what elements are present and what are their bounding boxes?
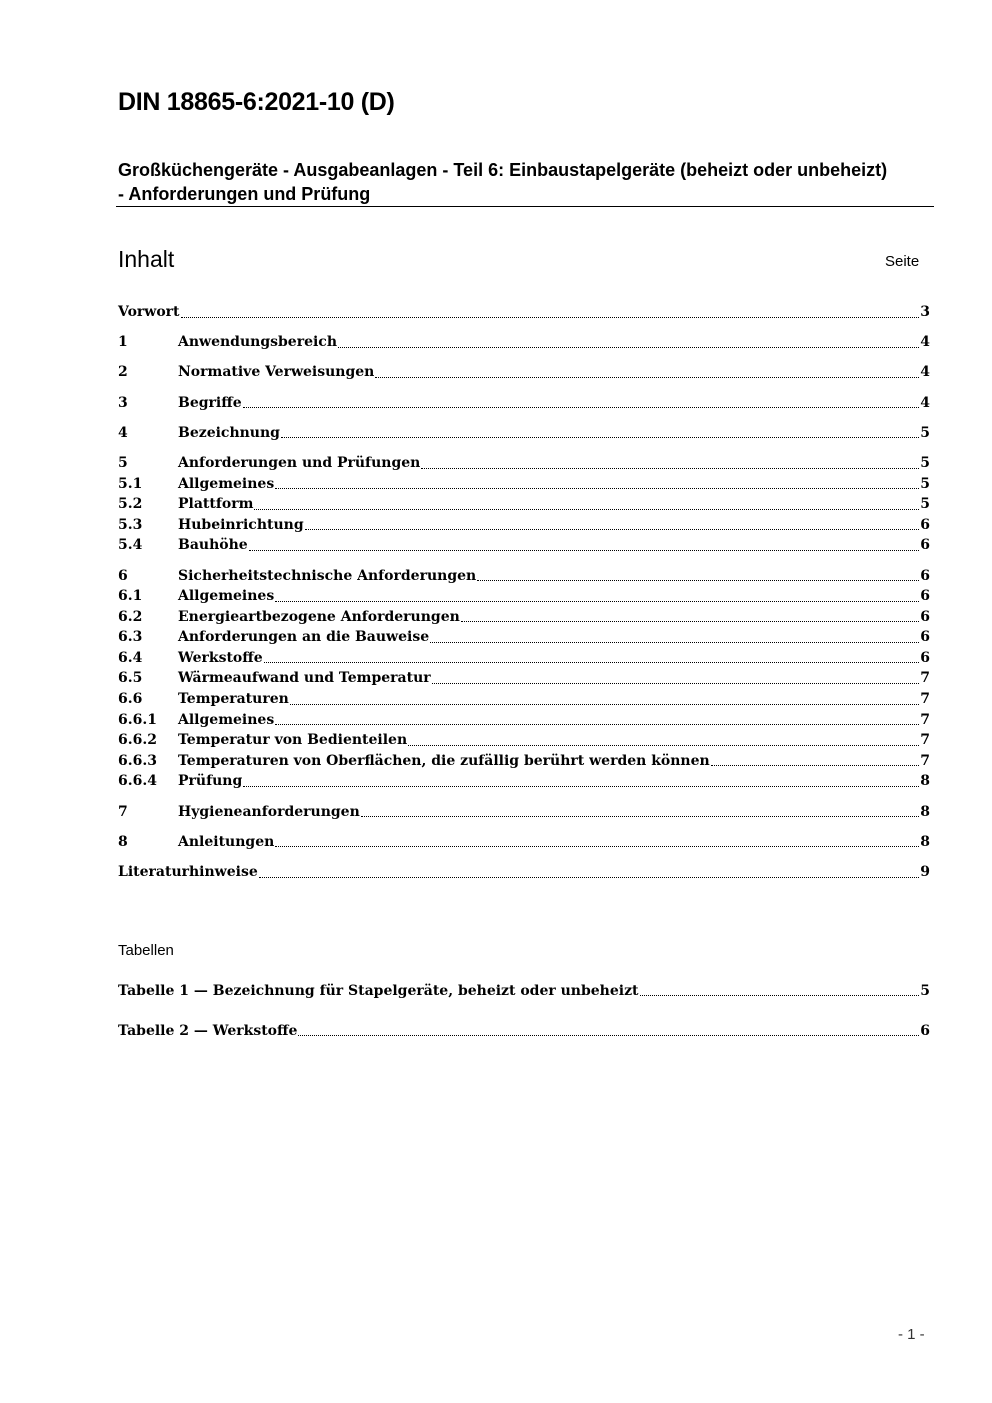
toc-entry-label: Anwendungsbereich — [178, 334, 337, 351]
toc-entry-page: 7 — [920, 752, 930, 769]
toc-entry-number: 7 — [118, 803, 128, 820]
toc-entry[interactable] — [118, 423, 930, 444]
toc-entry-label: Vorwort — [118, 304, 180, 320]
toc-entry-number: 6.4 — [118, 649, 143, 666]
toc-dot-leader — [290, 702, 919, 705]
toc-entry-number: 6.3 — [118, 629, 143, 646]
toc-entry-label: Temperaturen von Oberflächen, die zufällig berührt werden können — [178, 752, 710, 769]
toc-entry-number: 6.6.2 — [118, 732, 157, 749]
toc-dot-leader — [243, 784, 919, 787]
toc-entry-page: 7 — [920, 670, 930, 687]
toc-dot-leader — [249, 548, 919, 551]
toc-entry-page: 8 — [920, 803, 930, 820]
toc-entry-page: 6 — [920, 608, 930, 625]
toc-entry-page: 5 — [920, 454, 930, 471]
toc-entry-number: 5.2 — [118, 496, 143, 513]
toc-dot-leader — [181, 315, 919, 318]
toc-entry-label: Hygieneanforderungen — [178, 803, 360, 820]
toc-entry-label: Wärmeaufwand und Temperatur — [178, 670, 431, 687]
toc-page-column-label: Seite — [885, 253, 920, 270]
toc-entry-label: Allgemeines — [178, 475, 275, 492]
toc-entry-label: Anforderungen an die Bauweise — [178, 629, 430, 646]
toc-entry[interactable] — [118, 730, 930, 751]
toc-entry[interactable] — [118, 751, 930, 772]
toc-entry-label: Anforderungen und Prüfungen — [178, 454, 421, 471]
toc-entry[interactable] — [118, 302, 930, 323]
toc-dot-leader — [275, 722, 919, 725]
toc-entry[interactable] — [118, 689, 930, 710]
toc-entry[interactable] — [118, 566, 930, 587]
toc-dot-leader — [477, 578, 919, 581]
toc-entry-page: 6 — [920, 649, 930, 666]
toc-dot-leader — [432, 681, 919, 684]
toc-entry-number: 6.5 — [118, 670, 143, 687]
toc-entry[interactable] — [118, 515, 930, 536]
toc-entry-number: 6.6.3 — [118, 752, 157, 769]
toc-entry-page: 3 — [920, 304, 930, 320]
title-divider — [116, 206, 934, 207]
toc-entry-label: Energieartbezogene Anforderungen — [178, 608, 460, 625]
table-list-dot-leader — [298, 1033, 919, 1036]
toc-dot-leader — [711, 763, 919, 766]
toc-entry-page: 7 — [920, 691, 930, 708]
toc-entry[interactable] — [118, 710, 930, 731]
tables-heading: Tabellen — [118, 942, 174, 959]
toc-dot-leader — [254, 507, 919, 510]
toc-entry-label: Normative Verweisungen — [178, 364, 375, 381]
toc-entry-label: Literaturhinweise — [118, 864, 258, 880]
table-list-entry[interactable] — [118, 1020, 930, 1042]
toc-dot-leader — [259, 875, 919, 878]
toc-dot-leader — [275, 486, 919, 489]
toc-dot-leader — [375, 375, 919, 378]
toc-entry[interactable] — [118, 668, 930, 689]
toc-entry-number: 6.6.4 — [118, 773, 157, 790]
toc-entry-label: Temperaturen — [178, 691, 289, 708]
toc-entry-number: 5.3 — [118, 516, 143, 533]
toc-entry[interactable] — [118, 494, 930, 515]
toc-entry-number: 6.6 — [118, 691, 143, 708]
toc-entry-label: Bauhöhe — [178, 537, 248, 554]
toc-entry[interactable] — [118, 332, 930, 353]
toc-entry[interactable] — [118, 453, 930, 474]
toc-entry-label: Hubeinrichtung — [178, 516, 304, 533]
toc-entry-number: 6.2 — [118, 608, 143, 625]
table-list-entry-label: Tabelle 1 — Bezeichnung für Stapelgeräte, beheizt oder unbeheizt — [118, 983, 639, 999]
toc-entry-number: 5.4 — [118, 537, 143, 554]
toc-entry-page: 9 — [920, 864, 930, 880]
toc-dot-leader — [305, 527, 919, 530]
table-list-entry-page: 5 — [920, 983, 930, 999]
toc-entry-label: Begriffe — [178, 394, 242, 411]
toc-dot-leader — [243, 405, 919, 408]
toc-entry-label: Temperatur von Bedienteilen — [178, 732, 408, 749]
toc-entry-page: 8 — [920, 773, 930, 790]
document-title: DIN 18865-6:2021-10 (D) — [118, 88, 395, 116]
toc-entry[interactable] — [118, 648, 930, 669]
toc-entry[interactable] — [118, 832, 930, 853]
toc-dot-leader — [275, 844, 919, 847]
toc-entry-page: 5 — [920, 475, 930, 492]
toc-entry[interactable] — [118, 607, 930, 628]
toc-entry[interactable] — [118, 802, 930, 823]
toc-entry[interactable] — [118, 535, 930, 556]
toc-dot-leader — [338, 345, 919, 348]
toc-entry-page: 7 — [920, 711, 930, 728]
page-number: - 1 - — [898, 1326, 925, 1343]
toc-entry-label: Allgemeines — [178, 588, 275, 605]
toc-entry-number: 3 — [118, 394, 128, 411]
toc-entry-page: 8 — [920, 833, 930, 850]
toc-dot-leader — [408, 743, 919, 746]
toc-entry-page: 6 — [920, 629, 930, 646]
document-subtitle: Großküchengeräte - Ausgabeanlagen - Teil 6: Einbaustapelgeräte (beheizt oder unbeheizt) - Anforderungen und Prüfung — [118, 160, 888, 204]
toc-entry-label: Plattform — [178, 496, 254, 513]
toc-heading: Inhalt — [118, 246, 175, 272]
toc-entry-page: 5 — [920, 496, 930, 513]
toc-entry-page: 5 — [920, 424, 930, 441]
toc-entry-number: 2 — [118, 364, 128, 381]
toc-entry-page: 4 — [920, 394, 930, 411]
toc-entry-label: Sicherheitstechnische Anforderungen — [178, 567, 477, 584]
toc-entry-number: 6 — [118, 567, 128, 584]
toc-entry-number: 6.6.1 — [118, 711, 157, 728]
toc-entry[interactable] — [118, 771, 930, 792]
toc-entry-number: 5 — [118, 454, 128, 471]
toc-entry-number: 4 — [118, 424, 128, 441]
toc-entry-page: 4 — [920, 334, 930, 351]
toc-entry-page: 7 — [920, 732, 930, 749]
toc-entry-page: 6 — [920, 567, 930, 584]
toc-entry[interactable] — [118, 862, 930, 883]
toc-entry-page: 4 — [920, 364, 930, 381]
table-list-entry[interactable] — [118, 980, 930, 1002]
toc-entry-page: 6 — [920, 588, 930, 605]
toc-dot-leader — [264, 660, 919, 663]
toc-entry-label: Allgemeines — [178, 711, 275, 728]
toc-entry-number: 8 — [118, 833, 128, 850]
toc-entry-label: Prüfung — [178, 773, 243, 790]
table-list-entry-label: Tabelle 2 — Werkstoffe — [118, 1023, 298, 1039]
toc-dot-leader — [461, 619, 919, 622]
toc-dot-leader — [361, 814, 919, 817]
toc-entry-number: 1 — [118, 334, 128, 351]
toc-entry-label: Bezeichnung — [178, 424, 280, 441]
toc-entry-number: 6.1 — [118, 588, 143, 605]
table-list-dot-leader — [640, 993, 919, 996]
toc-entry-page: 6 — [920, 516, 930, 533]
table-list-entry-page: 6 — [920, 1023, 930, 1039]
toc-entry-label: Werkstoffe — [178, 649, 263, 666]
tables-list — [118, 980, 930, 1042]
toc-entry[interactable] — [118, 362, 930, 383]
toc-entry[interactable] — [118, 627, 930, 648]
toc-entry-page: 6 — [920, 537, 930, 554]
toc-dot-leader — [430, 640, 919, 643]
toc-entry-number: 5.1 — [118, 475, 143, 492]
toc-entry-label: Anleitungen — [178, 833, 275, 850]
toc-dot-leader — [275, 599, 919, 602]
toc-entry[interactable] — [118, 393, 930, 414]
toc-dot-leader — [281, 435, 919, 438]
toc-dot-leader — [421, 466, 919, 469]
toc-entry[interactable] — [118, 586, 930, 607]
table-of-contents — [118, 302, 930, 883]
toc-entry[interactable] — [118, 474, 930, 495]
